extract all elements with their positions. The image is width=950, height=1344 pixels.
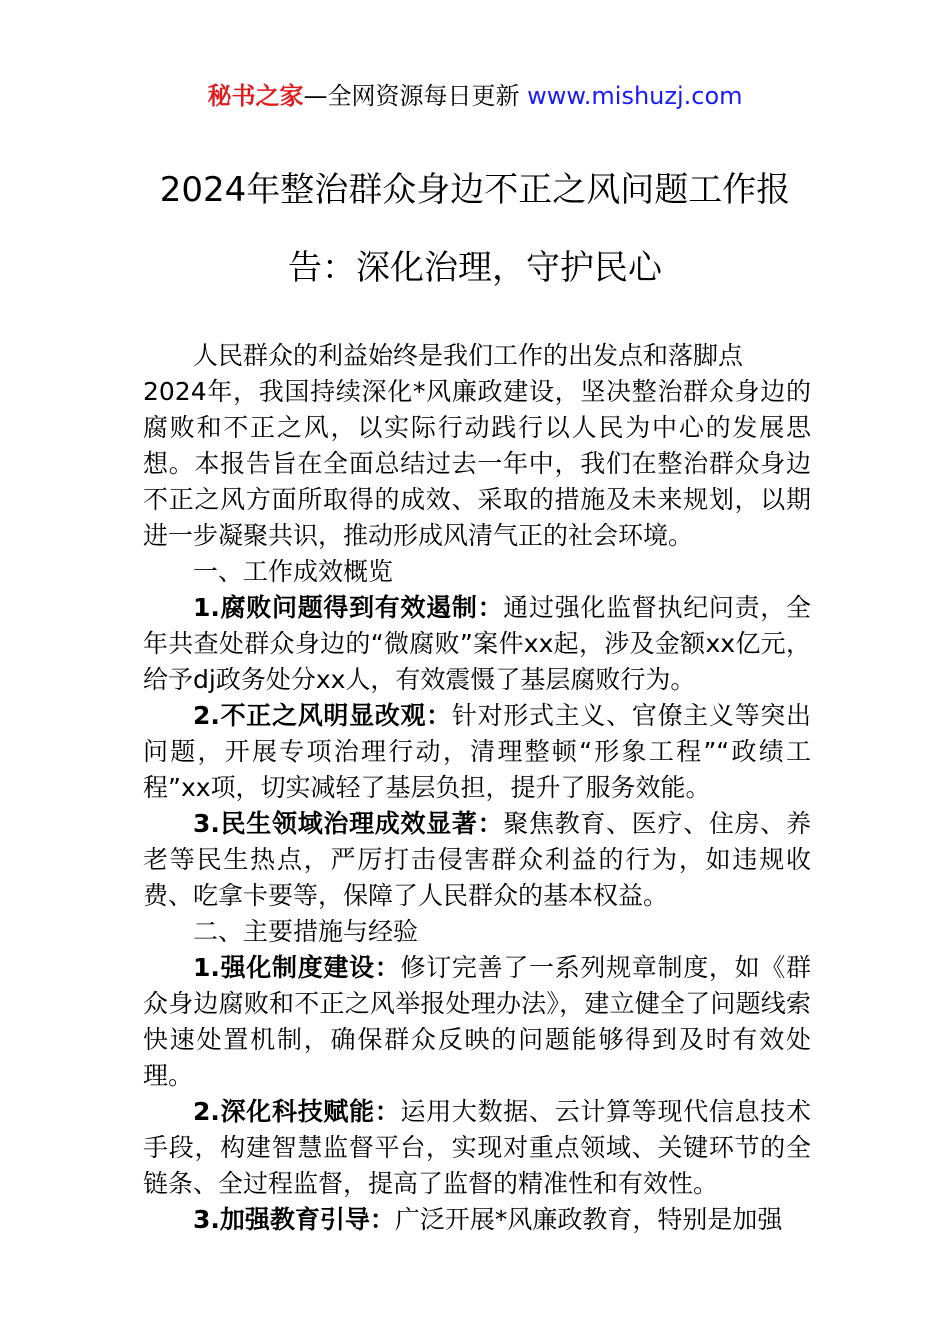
- item-lead: 1.腐败问题得到有效遏制：: [193, 593, 504, 622]
- item-text: 针对形式主义、官僚主义等突出问题，开展专项治理行动，清理整顿“形象工程”“政绩工程”xx项，切实减轻了基层负担，提升了服务效能。: [143, 701, 811, 802]
- section-2-item-3: [143, 1202, 811, 1238]
- item-lead: 3.加强教育引导：: [193, 1205, 395, 1234]
- section-1-heading: 一、工作成效概览: [193, 557, 394, 586]
- item-lead: 2.不正之风明显改观：: [193, 701, 452, 730]
- item-text: 聚焦教育、医疗、住房、养老等民生热点，严厉打击侵害群众利益的行为，如违规收费、吃拿卡要等，保障了人民群众的基本权益。: [143, 809, 811, 910]
- section-1-item-2: [143, 698, 811, 806]
- section-1-item-3: [143, 806, 811, 914]
- item-lead: 1.强化制度建设：: [193, 953, 401, 982]
- site-url-link[interactable]: www.mishuzj.com: [527, 82, 743, 110]
- intro-paragraph: [143, 338, 811, 554]
- site-header: [0, 80, 950, 112]
- item-lead: 2.深化科技赋能：: [193, 1097, 401, 1126]
- item-text: 修订完善了一系列规章制度，如《群众身边腐败和不正之风举报处理办法》，建立健全了问题线索快速处置机制，确保群众反映的问题能够得到及时有效处理。: [143, 953, 811, 1090]
- item-text: 通过强化监督执纪问责，全年共查处群众身边的“微腐败”案件xx起，涉及金额xx亿元，给予dj政务处分xx人，有效震慑了基层腐败行为。: [143, 593, 811, 694]
- item-lead: 3.民生领域治理成效显著：: [193, 809, 504, 838]
- title-line-2: 告：深化治理，守护民心: [288, 248, 662, 288]
- intro-first-line: 人民群众的利益始终是我们工作的出发点和落脚点: [193, 341, 744, 370]
- intro-text: 2024年，我国持续深化*风廉政建设，坚决整治群众身边的腐败和不正之风，以实际行动践行以人民为中心的发展思想。本报告旨在全面总结过去一年中，我们在整治群众身边不正之风方面所取得的成效、采取的措施及未来规划，以期进一步凝聚共识，推动形成风清气正的社会环境。: [143, 377, 811, 550]
- section-2-heading: 二、主要措施与经验: [193, 917, 419, 946]
- section-1-item-1: [143, 590, 811, 698]
- item-text: 广泛开展*风廉政教育，特别是加强: [394, 1205, 783, 1234]
- document-body: [143, 338, 811, 1238]
- item-text: 运用大数据、云计算等现代信息技术手段，构建智慧监督平台，实现对重点领域、关键环节的全链条、全过程监督，提高了监督的精准性和有效性。: [143, 1097, 811, 1198]
- document-title: [120, 168, 830, 290]
- title-line-1: 2024年整治群众身边不正之风问题工作报: [159, 170, 791, 210]
- section-2-item-2: [143, 1094, 811, 1202]
- site-tagline: —全网资源每日更新: [303, 82, 528, 110]
- site-brand: 秘书之家: [207, 82, 304, 110]
- section-2-item-1: [143, 950, 811, 1094]
